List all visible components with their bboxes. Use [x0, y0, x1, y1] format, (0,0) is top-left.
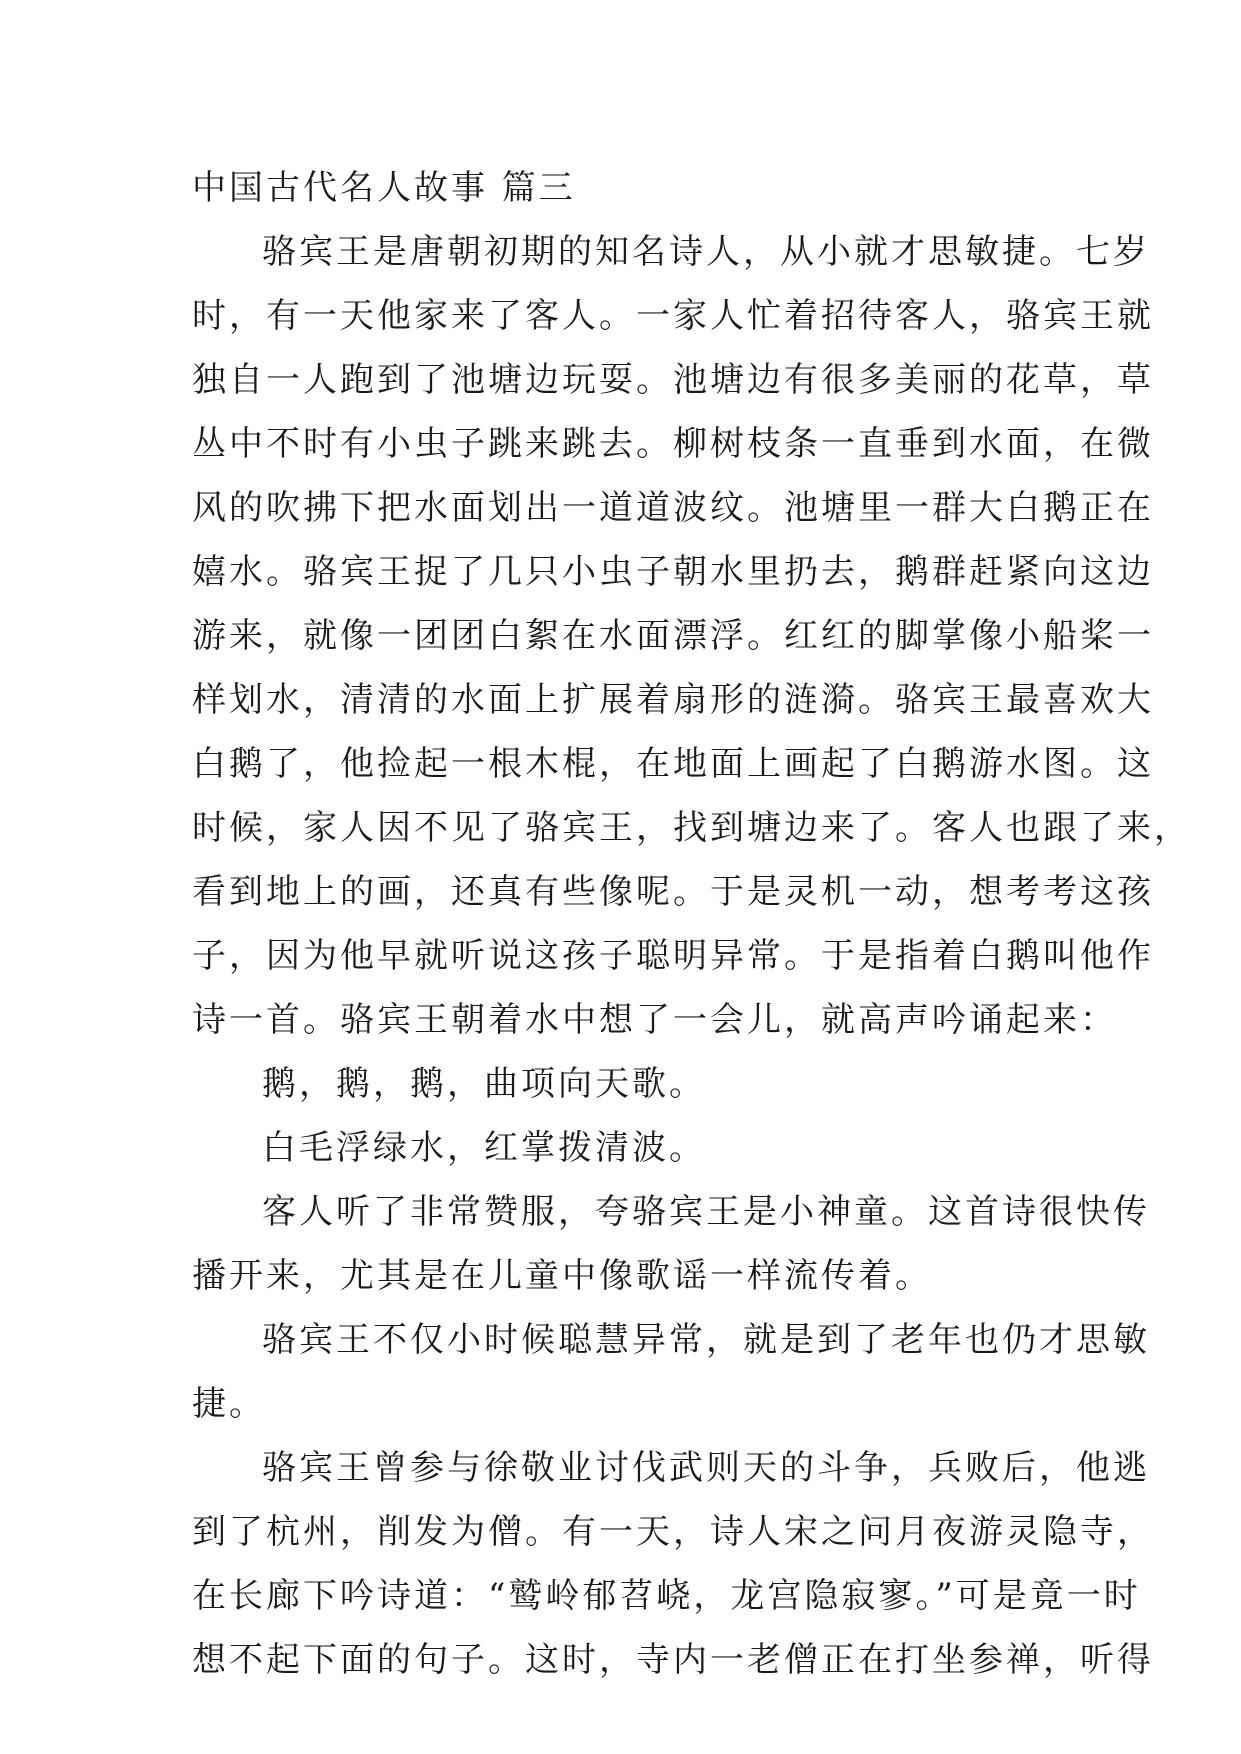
text-line: 骆宾王曾参与徐敬业讨伐武则天的斗争，兵败后，他逃	[262, 1448, 1150, 1488]
text-line: 在长廊下吟诗道：“鹫岭郁苕峣，龙宫隐寂寥。”可是竟一时	[192, 1576, 1141, 1616]
text-line: 诗一首。骆宾王朝着水中想了一会儿，就高声吟诵起来：	[192, 1000, 1117, 1040]
text-line: 客人听了非常赞服，夸骆宾王是小神童。这首诗很快传	[262, 1192, 1150, 1232]
text-line: 风的吹拂下把水面划出一道道波纹。池塘里一群大白鹅正在	[192, 488, 1154, 528]
text-line: 丛中不时有小虫子跳来跳去。柳树枝条一直垂到水面，在微	[192, 424, 1154, 464]
text-line: 捷。	[192, 1384, 266, 1424]
text-line: 看到地上的画，还真有些像呢。于是灵机一动，想考考这孩	[192, 872, 1154, 912]
text-line: 时，有一天他家来了客人。一家人忙着招待客人，骆宾王就	[192, 296, 1154, 336]
text-line: 骆宾王不仅小时候聪慧异常，就是到了老年也仍才思敏	[262, 1320, 1150, 1360]
text-line: 游来，就像一团团白絮在水面漂浮。红红的脚掌像小船桨一	[192, 616, 1154, 656]
text-line: 鹅，鹅，鹅，曲项向天歌。	[262, 1064, 706, 1104]
text-line: 骆宾王是唐朝初期的知名诗人，从小就才思敏捷。七岁	[262, 232, 1150, 272]
text-line: 样划水，清清的水面上扩展着扇形的涟漪。骆宾王最喜欢大	[192, 680, 1154, 720]
text-line: 子，因为他早就听说这孩子聪明异常。于是指着白鹅叫他作	[192, 936, 1154, 976]
text-line: 白毛浮绿水，红掌拨清波。	[262, 1128, 706, 1168]
text-line: 播开来，尤其是在儿童中像歌谣一样流传着。	[192, 1256, 932, 1296]
text-line: 到了杭州，削发为僧。有一天，诗人宋之问月夜游灵隐寺，	[192, 1512, 1154, 1552]
text-lines	[192, 220, 1191, 1692]
text-line: 嬉水。骆宾王捉了几只小虫子朝水里扔去，鹅群赶紧向这边	[192, 552, 1154, 592]
document-title: 中国古代名人故事 篇三	[192, 168, 576, 208]
document-body	[192, 156, 1191, 1692]
text-line: 想不起下面的句子。这时，寺内一老僧正在打坐参禅，听得	[192, 1640, 1154, 1680]
text-line: 白鹅了，他捡起一根木棍，在地面上画起了白鹅游水图。这	[192, 744, 1154, 784]
text-line: 独自一人跑到了池塘边玩耍。池塘边有很多美丽的花草，草	[192, 360, 1154, 400]
text-line: 时候，家人因不见了骆宾王，找到塘边来了。客人也跟了来，	[192, 808, 1191, 848]
